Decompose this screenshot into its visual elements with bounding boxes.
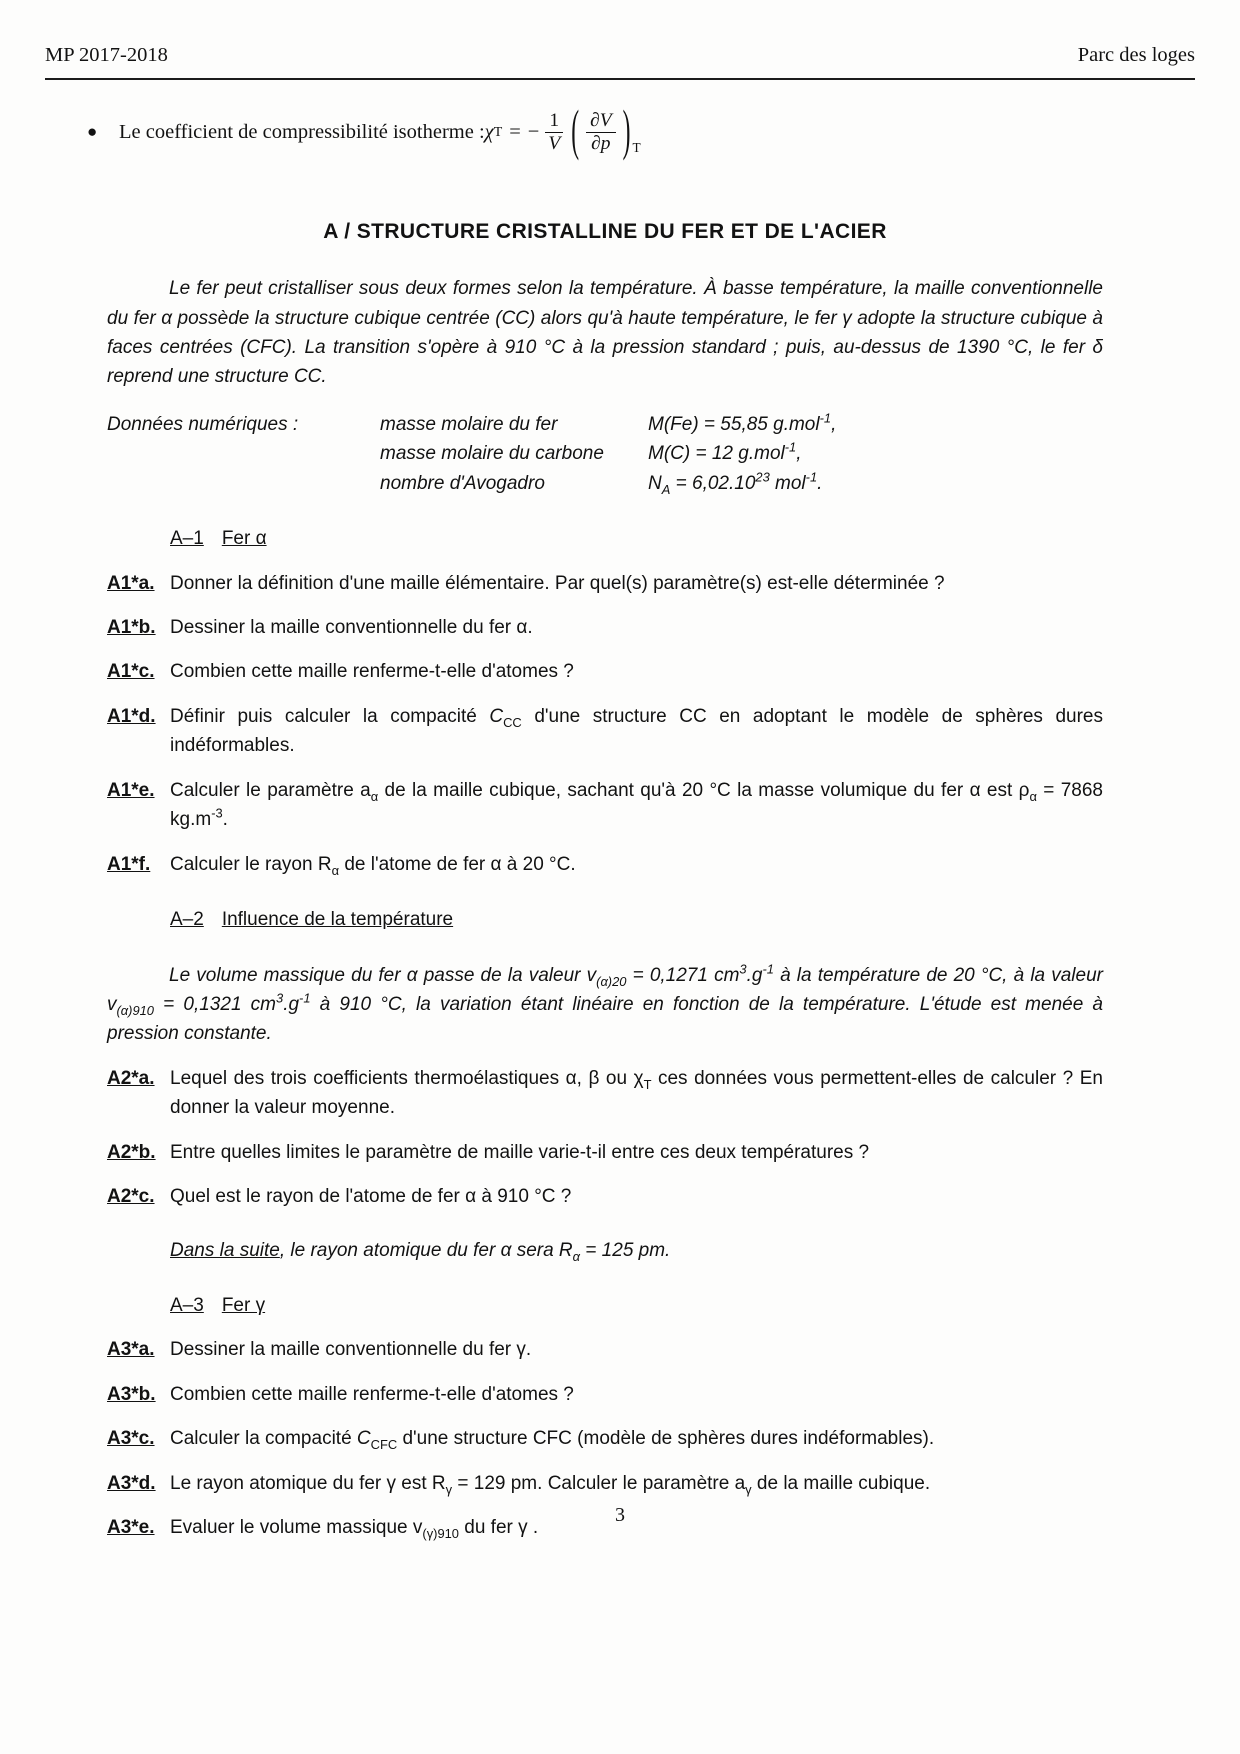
section-title: Fer γ [221, 1295, 266, 1316]
section-heading-a3 [170, 1291, 1103, 1320]
data-value: M(C) = 12 g.mol$^{-1}$, [648, 439, 802, 465]
a2-paragraph: Le volume massique du fer α passe de la valeur $v_{(\alpha)20} = 0,1271$ $cm^3.g^{-1}$ à la température de 20 °C, à la valeur $v_{(\alpha)910} = 0,1321$ $cm^3.g^{-1}$ à 910 °C, la variation étant linéaire en fonction de la température. L'étude est menée à pression constante. [107, 961, 1103, 1045]
data-value: M(Fe) = 55,85 g.mol$^{-1}$, [648, 410, 837, 435]
question-text: Entre quelles limites le paramètre de maille varie-t-il entre ces deux températures ? [170, 1141, 870, 1163]
question-number: A3*c. [107, 1428, 155, 1450]
question-number: A1*f. [107, 853, 151, 875]
section-number: A–1 [170, 528, 204, 550]
question-text: Définir puis calculer la compacité $C_{CC}$ d'une structure CC en adoptant le modèle de sphères dures indéformables. [170, 705, 1103, 757]
question-a3a [107, 1335, 1103, 1364]
question-text: Dessiner la maille conventionnelle du fer α. [170, 617, 533, 638]
question-a1b [107, 613, 1103, 642]
data-block-label: Données numériques : [107, 413, 299, 435]
question-a1d [107, 702, 1103, 761]
question-number: A1*b. [107, 617, 156, 638]
section-a-title: A / STRUCTURE CRISTALLINE DU FER ET DE L'ACIER [323, 219, 887, 243]
partial-derivative-fraction: $\frac{\partial V}{\partial p}$ [586, 110, 616, 156]
question-a3c [107, 1424, 1103, 1453]
page-number: 3 [615, 1504, 625, 1526]
data-row [107, 410, 1103, 439]
section-title: Influence de la température [221, 909, 454, 931]
bullet-icon: ● [87, 122, 98, 142]
header-school: Parc des loges [1077, 44, 1195, 66]
data-row [107, 469, 1103, 498]
section-number: A–2 [170, 909, 204, 931]
document-body [87, 100, 1104, 1543]
section-title: Fer α [221, 528, 267, 550]
question-text: Calculer la compacité $C_{CFC}$ d'une structure CFC (modèle de sphères dures indéformables). [170, 1428, 935, 1453]
fraction-one-over-V: $\frac{1}{V}$ [544, 110, 564, 156]
formula-lead-text: Le coefficient de compressibilité isotherme : [119, 120, 485, 143]
question-text: Evaluer le volume massique $v_{(\gamma)910}$ du fer γ . [170, 1517, 539, 1541]
data-quantity: masse molaire du carbone [380, 443, 604, 465]
question-number: A3*d. [107, 1472, 156, 1494]
question-a2b [107, 1138, 1103, 1167]
question-number: A2*b. [107, 1141, 156, 1163]
question-number: A1*a. [107, 572, 155, 594]
question-number: A1*d. [107, 705, 156, 727]
question-number: A1*c. [107, 661, 155, 683]
chi-symbol: χ [484, 120, 494, 143]
intro-paragraph: Le fer peut cristalliser sous deux formes selon la température. À basse température, la maille conventionnelle du fer α possède la structure cubique centrée (CC) alors qu'à haute température, le fer γ adopte la structure cubique à faces centrées (CFC). La transition s'opère à 910 °C à la pression standard ; puis, au-dessus de 1390 °C, le fer δ reprend une structure CC. [107, 278, 1103, 388]
question-a1c [107, 657, 1103, 686]
section-heading-a2 [170, 905, 1103, 934]
right-paren: ) [622, 100, 631, 164]
question-number: A1*e. [107, 779, 155, 801]
question-number: A3*e. [107, 1517, 155, 1539]
numeric-data-block [107, 410, 1103, 498]
question-number: A3*b. [107, 1383, 156, 1405]
question-a3b [107, 1380, 1103, 1409]
header-course: MP 2017-2018 [45, 44, 168, 66]
minus-sign: − [527, 120, 540, 143]
question-text: Le rayon atomique du fer γ est $R_\gamma = 129$ pm. Calculer le paramètre $a_\gamma$ de la maille cubique. [170, 1472, 931, 1497]
data-value: $N_A = 6,02.10^{23}$ mol$^{-1}$. [648, 469, 823, 497]
page-header [45, 40, 1195, 72]
data-row [107, 439, 1103, 468]
constant-T-subscript: T [632, 140, 641, 156]
section-number: A–3 [170, 1295, 204, 1316]
section-heading-a1 [170, 524, 1103, 553]
question-a3d [107, 1469, 1103, 1498]
question-a1e [107, 776, 1103, 835]
question-number: A2*c. [107, 1186, 155, 1208]
header-rule [45, 78, 1195, 80]
left-paren: ( [571, 100, 580, 164]
question-a1a [107, 569, 1103, 598]
question-text: Dessiner la maille conventionnelle du fer γ. [170, 1339, 532, 1361]
a2-note: Dans la suite, le rayon atomique du fer α sera $R_\alpha = 125$ pm. [170, 1239, 671, 1264]
question-a2c [107, 1182, 1103, 1211]
question-text: Quel est le rayon de l'atome de fer α à 910 °C ? [170, 1186, 572, 1208]
data-quantity: masse molaire du fer [380, 413, 558, 435]
question-number: A2*a. [107, 1067, 155, 1089]
equals-sign: = [509, 120, 521, 143]
question-text: Combien cette maille renferme-t-elle d'atomes ? [170, 661, 574, 683]
question-text: Donner la définition d'une maille élémentaire. Par quel(s) paramètre(s) est-elle déterminée ? [170, 572, 945, 594]
question-text: Lequel des trois coefficients thermoélastiques α, β ou $\chi_T$ ces données vous permettent-elles de calculer ? En donner la valeur moyenne. [170, 1067, 1103, 1119]
compressibility-formula-line: ● Le coefficient de compressibilité isotherme : χ T = − $\frac{1}{V}$ ( $\frac{\partial V}{\partial p}$ ) T [87, 110, 1103, 156]
question-a1f [107, 850, 1103, 879]
question-text: Calculer le rayon $R_\alpha$ de l'atome de fer α à 20 °C. [170, 853, 576, 878]
question-text: Calculer le paramètre $a_\alpha$ de la maille cubique, sachant qu'à 20 °C la masse volumique du fer α est $\rho_\alpha = 7868$ $kg.m^{-3}$. [170, 779, 1104, 831]
question-number: A3*a. [107, 1339, 155, 1361]
question-text: Combien cette maille renferme-t-elle d'atomes ? [170, 1383, 574, 1405]
question-a2a [107, 1064, 1103, 1123]
data-quantity: nombre d'Avogadro [380, 472, 545, 494]
